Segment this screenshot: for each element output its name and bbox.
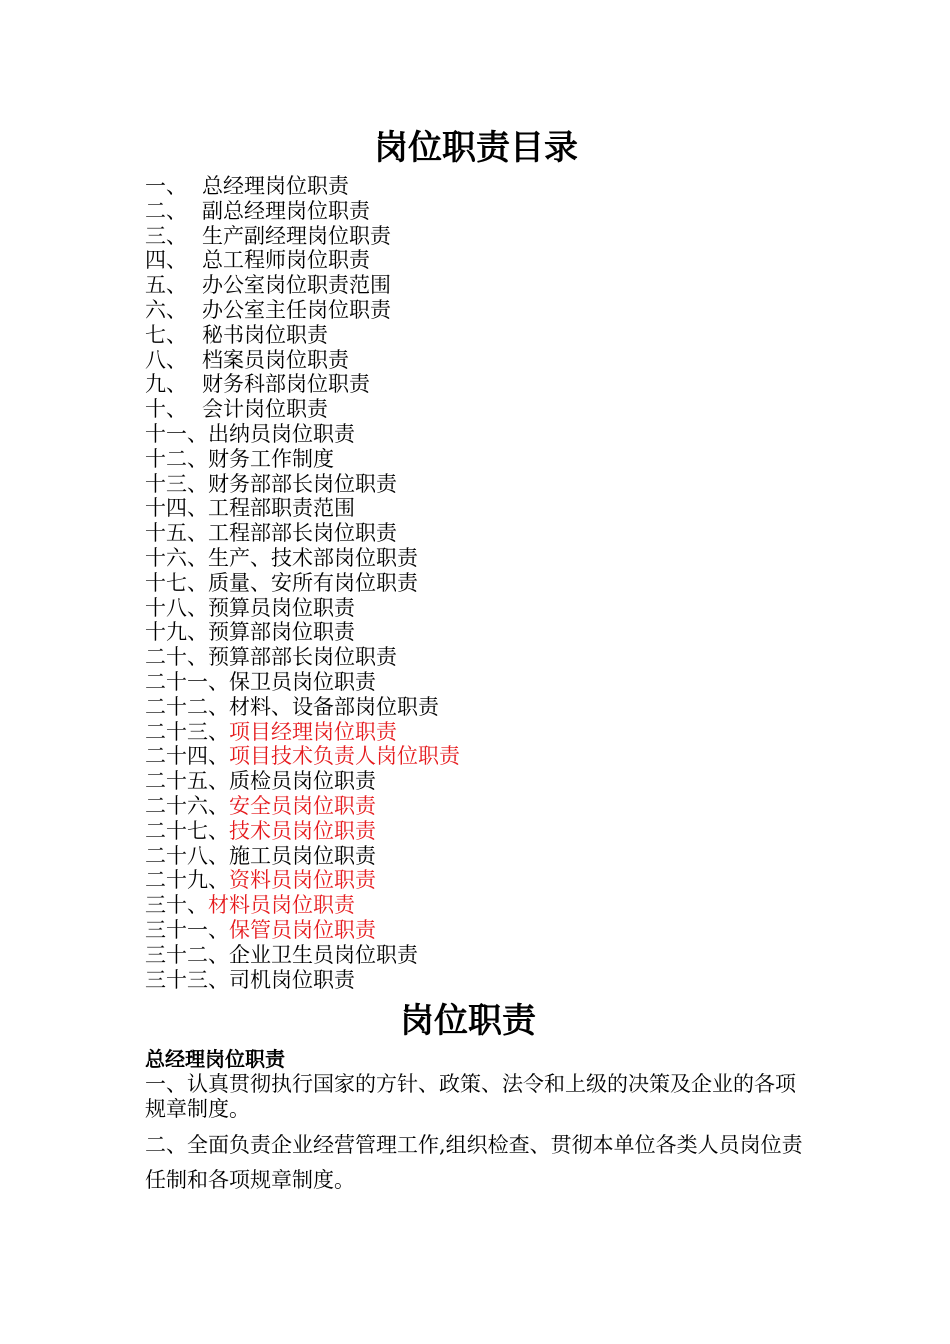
- toc-item: [145, 521, 825, 546]
- toc-item-text: 预算部岗位职责: [208, 620, 355, 645]
- toc-title: 岗位职责目录: [374, 128, 578, 168]
- toc-item: [145, 794, 825, 819]
- toc-item-text: 工程部职责范围: [208, 496, 355, 521]
- toc-item: [145, 596, 825, 621]
- toc-item: [145, 372, 825, 397]
- toc-item-text: 保卫员岗位职责: [229, 669, 376, 694]
- toc-item-number: 二十五、: [145, 769, 229, 794]
- toc-item-text: 财务工作制度: [208, 446, 334, 471]
- toc-item-number: 二十四、: [145, 744, 229, 769]
- toc-item-text: 项目经理岗位职责: [229, 719, 397, 744]
- toc-item-text: 副总经理岗位职责: [202, 198, 370, 223]
- toc-item: [145, 571, 825, 596]
- toc-item-text: 办公室主任岗位职责: [202, 297, 391, 322]
- toc-item-number: 八、: [145, 347, 187, 372]
- toc-item-text: 总经理岗位职责: [202, 174, 349, 198]
- toc-item: [145, 968, 825, 993]
- toc-item-text: 会计岗位职责: [202, 397, 328, 422]
- toc-item-number: 三、: [145, 223, 187, 248]
- toc-item-text: 办公室岗位职责范围: [202, 273, 391, 298]
- toc-item-number: 二十二、: [145, 694, 229, 719]
- toc-item-text: 项目技术负责人岗位职责: [229, 744, 460, 769]
- toc-item-text: 施工员岗位职责: [229, 843, 376, 868]
- subsection-title: 总经理岗位职责: [145, 1047, 285, 1072]
- toc-item: [145, 323, 825, 348]
- toc-item-text: 总工程师岗位职责: [202, 248, 370, 273]
- toc-item-number: 十三、: [145, 471, 208, 496]
- toc-item-number: 五、: [145, 273, 187, 298]
- toc-item-text: 资料员岗位职责: [229, 868, 376, 893]
- toc-item: [145, 918, 825, 943]
- toc-item-number: 十五、: [145, 521, 208, 546]
- toc-item-number: 九、: [145, 372, 187, 397]
- toc-item-text: 生产副经理岗位职责: [202, 223, 391, 248]
- toc-item: [145, 893, 825, 918]
- toc-item-text: 档案员岗位职责: [202, 347, 349, 372]
- toc-item: [145, 298, 825, 323]
- toc-item: [145, 695, 825, 720]
- toc-item-text: 材料员岗位职责: [208, 893, 355, 918]
- toc-item: [145, 199, 825, 224]
- toc-item-text: 生产、技术部岗位职责: [208, 545, 418, 570]
- toc-item-number: 二十七、: [145, 818, 229, 843]
- toc-item-number: 二、: [145, 198, 187, 223]
- section-title: 岗位职责: [400, 1001, 536, 1042]
- toc-item: [145, 397, 825, 422]
- paragraph-2: 二、全面负责企业经营管理工作,组织检查、贯彻本单位各类人员岗位责任制和各项规章制度。: [145, 1133, 803, 1193]
- toc-item-number: 二十六、: [145, 793, 229, 818]
- toc-item: [145, 819, 825, 844]
- toc-item: [145, 348, 825, 373]
- toc-item-text: 企业卫生员岗位职责: [229, 942, 418, 967]
- toc-item-text: 保管员岗位职责: [229, 917, 376, 942]
- toc-item-number: 二十、: [145, 645, 208, 670]
- toc-item-text: 出纳员岗位职责: [208, 421, 355, 446]
- toc-item-text: 安全员岗位职责: [229, 793, 376, 818]
- toc-item: [145, 422, 825, 447]
- toc-item-number: 十六、: [145, 545, 208, 570]
- toc-item: [145, 943, 825, 968]
- toc-item-number: 二十三、: [145, 719, 229, 744]
- toc-list: [145, 174, 825, 992]
- toc-item: [145, 769, 825, 794]
- toc-item-number: 三十三、: [145, 967, 229, 992]
- toc-item: [145, 248, 825, 273]
- toc-item-number: 十九、: [145, 620, 208, 645]
- toc-item: [145, 447, 825, 472]
- toc-item: [145, 670, 825, 695]
- toc-item-number: 一、: [145, 174, 187, 198]
- toc-item-number: 十四、: [145, 496, 208, 521]
- toc-item-text: 工程部部长岗位职责: [208, 521, 397, 546]
- paragraph-1: 一、认真贯彻执行国家的方针、政策、法令和上级的决策及企业的各项规章制度。: [145, 1072, 796, 1122]
- toc-item-number: 二十一、: [145, 669, 229, 694]
- toc-item-number: 十七、: [145, 570, 208, 595]
- toc-item-number: 四、: [145, 248, 187, 273]
- toc-item-text: 质检员岗位职责: [229, 769, 376, 794]
- toc-item-number: 三十一、: [145, 917, 229, 942]
- toc-item: [145, 273, 825, 298]
- toc-item: [145, 620, 825, 645]
- toc-item-number: 十、: [145, 397, 187, 422]
- document-page: [145, 122, 825, 1198]
- toc-item-number: 六、: [145, 297, 187, 322]
- toc-item: [145, 546, 825, 571]
- toc-item: [145, 472, 825, 497]
- toc-item: [145, 868, 825, 893]
- toc-item-text: 财务部部长岗位职责: [208, 471, 397, 496]
- toc-item-text: 预算员岗位职责: [208, 595, 355, 620]
- toc-item: [145, 645, 825, 670]
- toc-item-text: 材料、设备部岗位职责: [229, 694, 439, 719]
- toc-item-text: 预算部部长岗位职责: [208, 645, 397, 670]
- toc-item-number: 三十、: [145, 893, 208, 918]
- toc-item-text: 秘书岗位职责: [202, 322, 328, 347]
- toc-item: [145, 224, 825, 249]
- toc-item-text: 司机岗位职责: [229, 967, 355, 992]
- toc-item: [145, 174, 825, 199]
- toc-item-number: 二十八、: [145, 843, 229, 868]
- toc-item-text: 技术员岗位职责: [229, 818, 376, 843]
- toc-item-text: 财务科部岗位职责: [202, 372, 370, 397]
- toc-item: [145, 844, 825, 869]
- toc-item: [145, 720, 825, 745]
- toc-item: [145, 496, 825, 521]
- toc-item-text: 质量、安所有岗位职责: [208, 570, 418, 595]
- toc-item-number: 十八、: [145, 595, 208, 620]
- toc-item-number: 十一、: [145, 421, 208, 446]
- toc-item-number: 十二、: [145, 446, 208, 471]
- toc-item-number: 七、: [145, 322, 187, 347]
- toc-item-number: 三十二、: [145, 942, 229, 967]
- toc-item: [145, 744, 825, 769]
- toc-item-number: 二十九、: [145, 868, 229, 893]
